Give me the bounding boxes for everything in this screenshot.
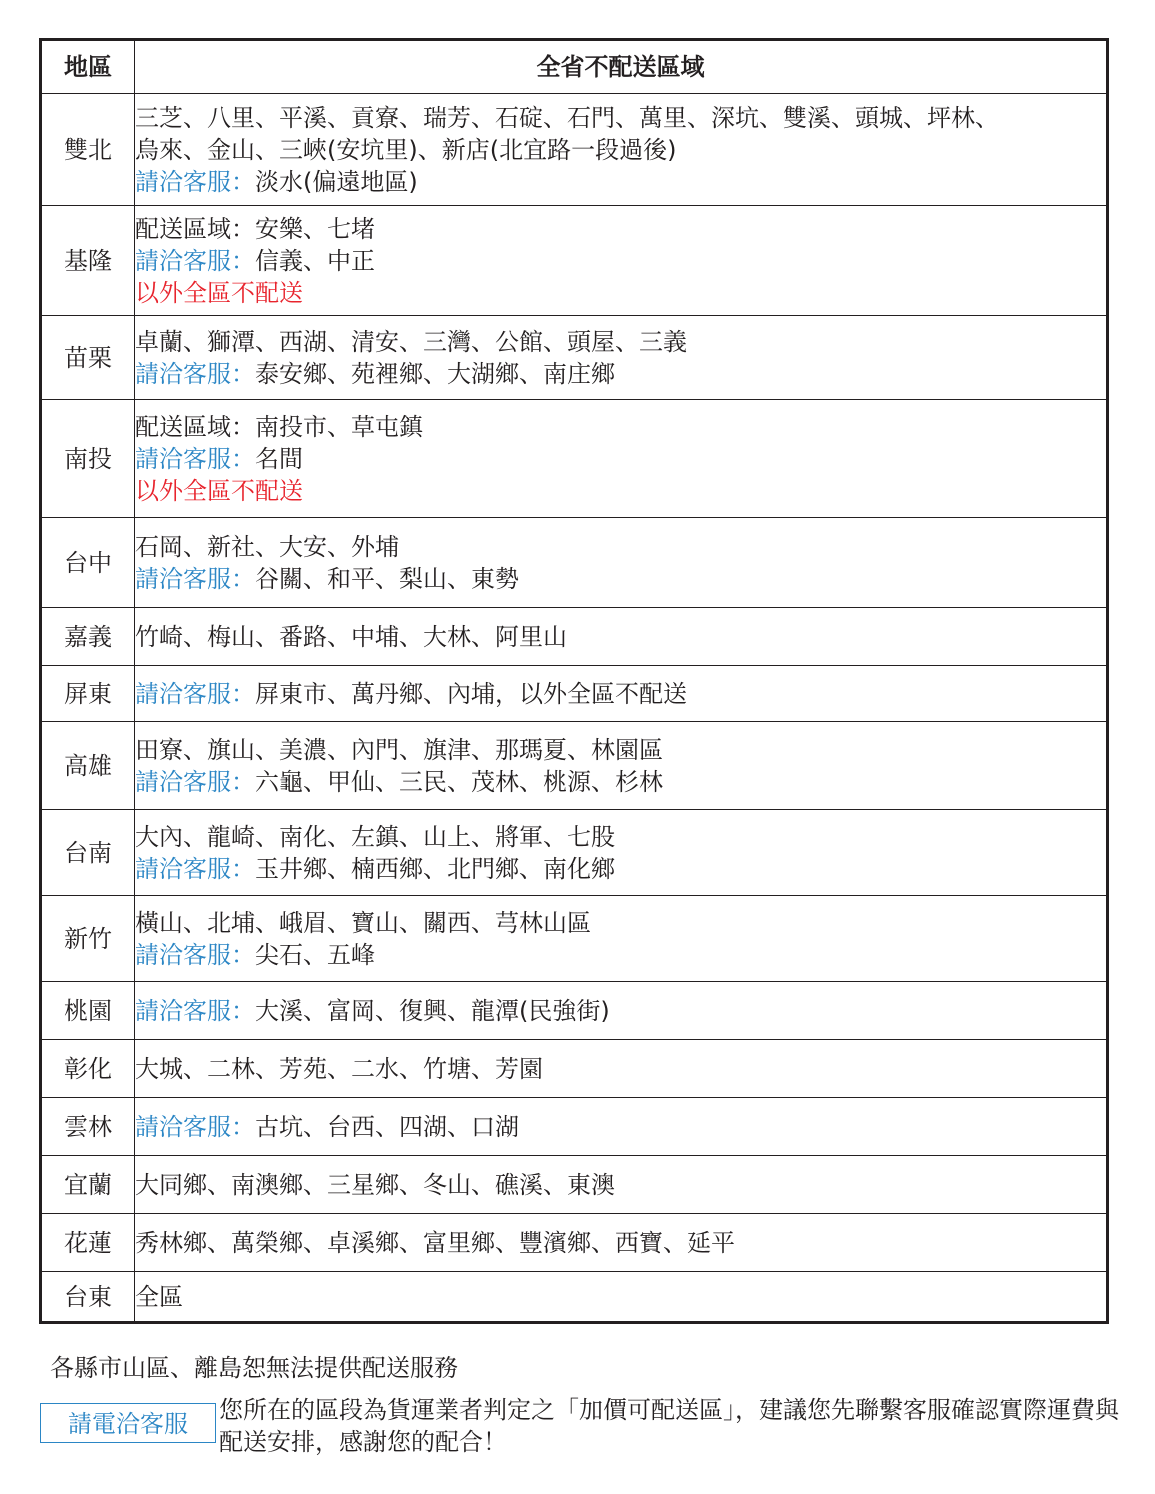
zone-line: 全區	[135, 1282, 183, 1311]
table-row	[41, 1040, 1108, 1098]
zone-line: 大內、龍崎、南化、左鎮、山上、將軍、七股	[135, 822, 615, 851]
table-row	[41, 1214, 1108, 1272]
surcharge-message: 您所在的區段為貨運業者判定之「加價可配送區」，建議您先聯繫客服確認實際運費與配送安排，感謝您的配合！	[219, 1396, 1119, 1456]
zones-cell	[135, 518, 1108, 608]
customer-service-line	[135, 939, 1106, 971]
customer-service-line	[135, 853, 1106, 885]
no-delivery-note: 以外全區不配送	[135, 278, 303, 307]
region-cell: 基隆	[41, 206, 135, 316]
customer-service-areas: 尖石、五峰	[255, 940, 375, 969]
zones-cell	[135, 1098, 1108, 1156]
customer-service-label: 請洽客服：	[135, 940, 255, 969]
zone-line: 秀林鄉、萬榮鄉、卓溪鄉、富里鄉、豐濱鄉、西寶、延平	[135, 1228, 735, 1257]
customer-service-line	[135, 166, 1106, 198]
customer-service-label: 請洽客服：	[135, 996, 255, 1025]
customer-service-areas: 玉井鄉、楠西鄉、北門鄉、南化鄉	[255, 854, 615, 883]
zones-cell	[135, 1040, 1108, 1098]
table-row	[41, 400, 1108, 518]
customer-service-line	[135, 443, 1106, 475]
zones-cell	[135, 316, 1108, 400]
zones-cell	[135, 666, 1108, 722]
zones-cell	[135, 722, 1108, 810]
zones-cell	[135, 982, 1108, 1040]
zone-line: 三芝、八里、平溪、貢寮、瑞芳、石碇、石門、萬里、深坑、雙溪、頭城、坪林、	[135, 103, 999, 132]
zone-line: 配送區域：南投市、草屯鎮	[135, 412, 423, 441]
zones-cell	[135, 608, 1108, 666]
region-cell: 雙北	[41, 94, 135, 206]
zones-cell	[135, 94, 1108, 206]
customer-service-label: 請洽客服：	[135, 359, 255, 388]
zones-cell	[135, 206, 1108, 316]
region-cell: 雲林	[41, 1098, 135, 1156]
region-cell: 宜蘭	[41, 1156, 135, 1214]
table-row	[41, 518, 1108, 608]
table-body	[41, 94, 1108, 1323]
customer-service-areas: 谷關、和平、梨山、東勢	[255, 564, 519, 593]
table-row	[41, 722, 1108, 810]
customer-service-line	[135, 766, 1106, 798]
zones-cell	[135, 1156, 1108, 1214]
delivery-zone-table	[39, 38, 1109, 1324]
region-cell: 彰化	[41, 1040, 135, 1098]
customer-service-line	[135, 995, 1106, 1027]
customer-service-line	[135, 678, 1106, 710]
mountain-island-note: 各縣市山區、離島恕無法提供配送服務	[50, 1354, 458, 1382]
zone-line: 大城、二林、芳苑、二水、竹塘、芳園	[135, 1054, 543, 1083]
region-cell: 嘉義	[41, 608, 135, 666]
zones-cell	[135, 400, 1108, 518]
table-row	[41, 896, 1108, 982]
zone-line: 烏來、金山、三峽(安坑里)、新店(北宜路一段過後)	[135, 135, 677, 164]
table-row	[41, 982, 1108, 1040]
customer-service-label: 請洽客服：	[135, 1112, 255, 1141]
customer-service-label: 請洽客服：	[135, 167, 255, 196]
region-cell: 台東	[41, 1272, 135, 1323]
region-cell: 花蓮	[41, 1214, 135, 1272]
zone-line: 竹崎、梅山、番路、中埔、大林、阿里山	[135, 622, 567, 651]
customer-service-areas: 淡水(偏遠地區)	[255, 167, 418, 196]
customer-service-areas: 六龜、甲仙、三民、茂林、桃源、杉林	[255, 767, 663, 796]
table-row	[41, 1098, 1108, 1156]
table-row	[41, 316, 1108, 400]
region-cell: 桃園	[41, 982, 135, 1040]
customer-service-label: 請洽客服：	[135, 564, 255, 593]
region-cell: 台中	[41, 518, 135, 608]
table-row	[41, 666, 1108, 722]
customer-service-areas: 泰安鄉、苑裡鄉、大湖鄉、南庄鄉	[255, 359, 615, 388]
customer-service-label: 請洽客服：	[135, 767, 255, 796]
table-header-row	[41, 40, 1108, 94]
zone-line: 橫山、北埔、峨眉、寶山、關西、芎林山區	[135, 908, 591, 937]
zones-cell	[135, 810, 1108, 896]
call-customer-service-button[interactable]: 請電洽客服	[40, 1403, 216, 1443]
table-row	[41, 94, 1108, 206]
zone-line: 配送區域：安樂、七堵	[135, 214, 375, 243]
customer-service-areas: 信義、中正	[255, 246, 375, 275]
customer-service-line	[135, 358, 1106, 390]
zones-cell	[135, 896, 1108, 982]
zones-cell	[135, 1272, 1108, 1323]
zone-line: 卓蘭、獅潭、西湖、清安、三灣、公館、頭屋、三義	[135, 327, 687, 356]
region-cell: 高雄	[41, 722, 135, 810]
customer-service-line	[135, 563, 1106, 595]
customer-service-label: 請洽客服：	[135, 854, 255, 883]
header-zones: 全省不配送區域	[135, 40, 1108, 94]
customer-service-areas: 屏東市、萬丹鄉、內埔，以外全區不配送	[255, 679, 687, 708]
customer-service-areas: 名間	[255, 444, 303, 473]
region-cell: 台南	[41, 810, 135, 896]
customer-service-label: 請洽客服：	[135, 679, 255, 708]
region-cell: 屏東	[41, 666, 135, 722]
customer-service-label: 請洽客服：	[135, 246, 255, 275]
region-cell: 苗栗	[41, 316, 135, 400]
table-row	[41, 608, 1108, 666]
customer-service-areas: 大溪、富岡、復興、龍潭(民強街)	[255, 996, 610, 1025]
customer-service-label: 請洽客服：	[135, 444, 255, 473]
no-delivery-note: 以外全區不配送	[135, 476, 303, 505]
zone-line: 石岡、新社、大安、外埔	[135, 532, 399, 561]
customer-service-line	[135, 245, 1106, 277]
header-region: 地區	[41, 40, 135, 94]
table-row	[41, 1272, 1108, 1323]
region-cell: 新竹	[41, 896, 135, 982]
table-row	[41, 206, 1108, 316]
zones-cell	[135, 1214, 1108, 1272]
customer-service-line	[135, 1111, 1106, 1143]
table-row	[41, 810, 1108, 896]
customer-service-areas: 古坑、台西、四湖、口湖	[255, 1112, 519, 1141]
zone-line: 田寮、旗山、美濃、內門、旗津、那瑪夏、林園區	[135, 735, 663, 764]
table-row	[41, 1156, 1108, 1214]
region-cell: 南投	[41, 400, 135, 518]
zone-line: 大同鄉、南澳鄉、三星鄉、冬山、礁溪、東澳	[135, 1170, 615, 1199]
